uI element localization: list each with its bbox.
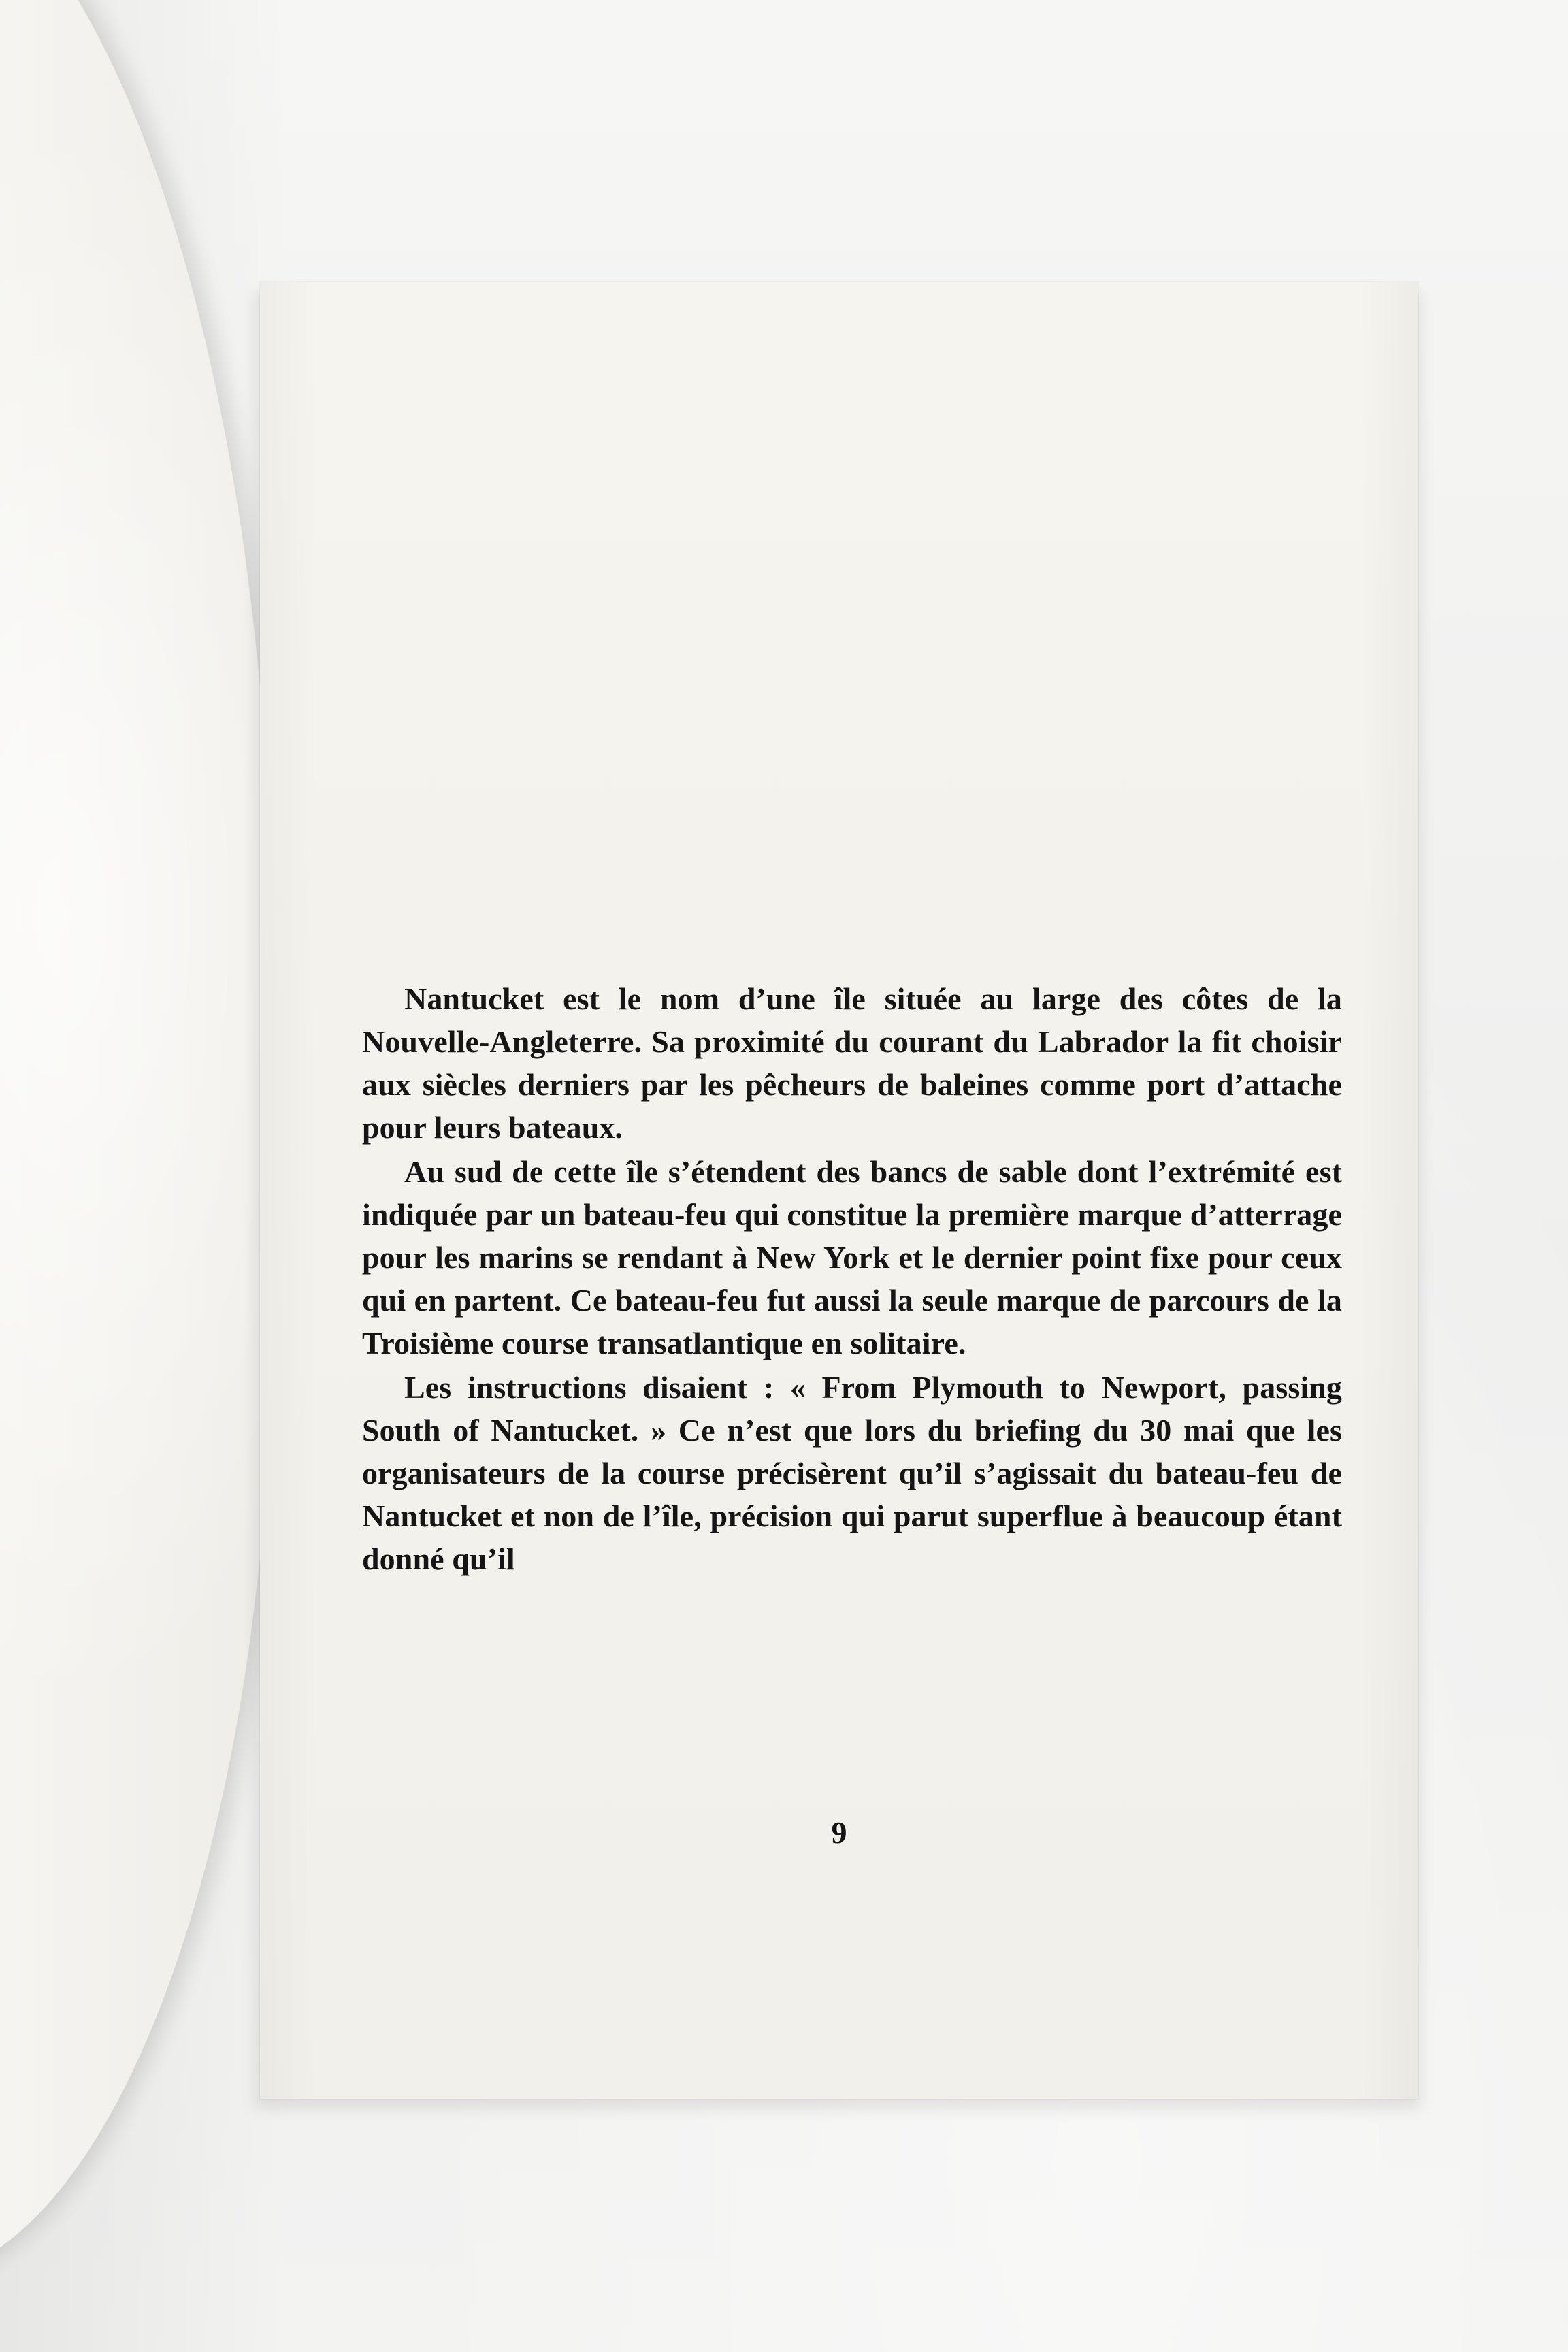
page-body: [362, 977, 1342, 1580]
book-page: [260, 282, 1418, 2099]
page-number: 9: [831, 1815, 847, 1850]
paragraph-2: Au sud de cette île s’étendent des bancs de sable dont l’extrémité est indiquée par un bateau-feu qui constitue la première marque d’atterrage pour les marins se rendant à New York et le dernier point fixe pour ceux qui en partent. Ce bateau-feu fut aussi la seule marque de parcours de la Troisième course transatlantique en solitaire.: [362, 1154, 1342, 1360]
paragraph-3: Les instructions disaient : « From Plymouth to Newport, passing South of Nantucket. » Ce n’est que lors du briefing du 30 mai que les organisateurs de la course précisèrent qu’il s’agissait du bateau-feu de Nantucket et non de l’île, précision qui parut superflue à beaucoup étant donné qu’il: [362, 1370, 1342, 1576]
paragraph-1: Nantucket est le nom d’une île située au large des côtes de la Nouvelle-Angleterre. Sa proximité du courant du Labrador la fit choisir aux siècles derniers par les pêcheurs de baleines comme port d’attache pour leurs bateaux.: [362, 981, 1342, 1145]
